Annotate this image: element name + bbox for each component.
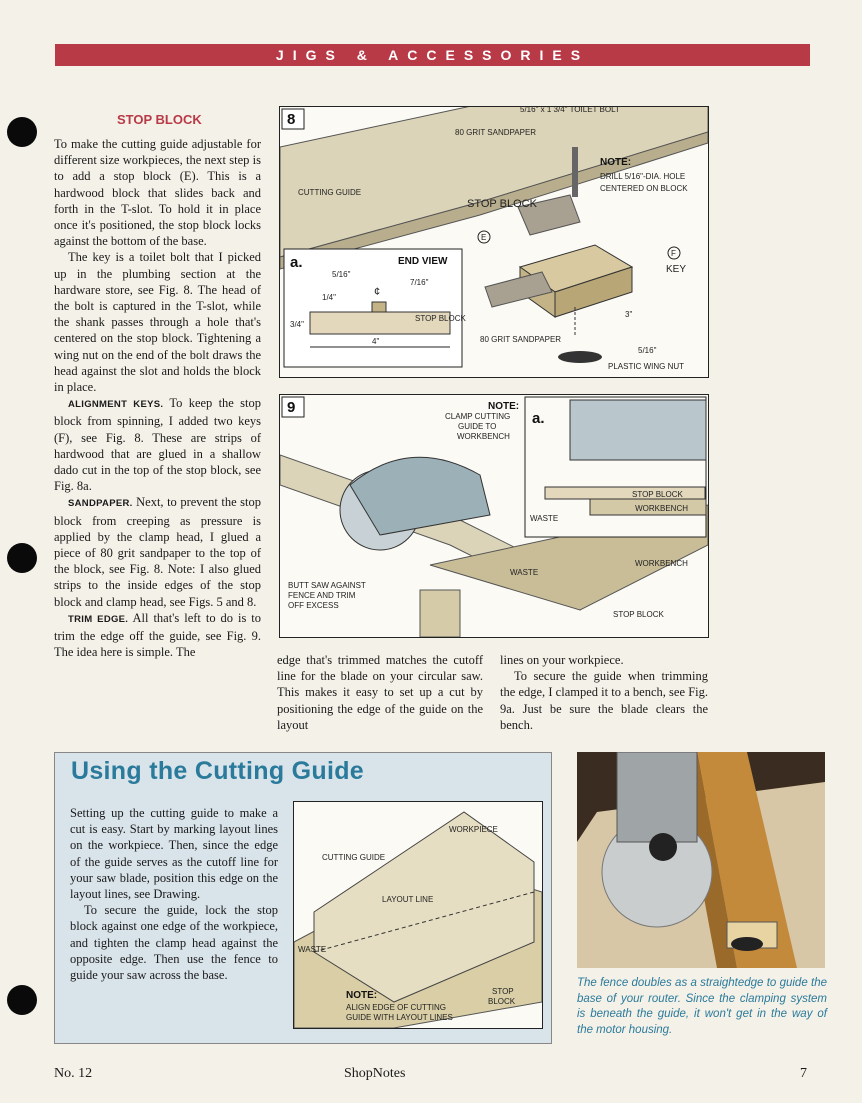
panel-drawing-svg bbox=[294, 802, 542, 1028]
panel-drawing bbox=[293, 801, 543, 1029]
centerline: ¢ bbox=[374, 286, 381, 298]
end-view-key bbox=[372, 302, 386, 312]
label-stop-block: STOP BLOCK bbox=[613, 610, 664, 619]
note-line-3: WORKBENCH bbox=[457, 432, 510, 441]
paragraph: SANDPAPER. Next, to prevent the stop block from creeping as pressure is applied by the clamp head, I glued a piece of 80 grit sandpaper to the top of the block, see Fig. 8. Note: I also glued strips to the inside edges of the stop block and clamp head, see Figs. 5 and 8. bbox=[54, 495, 261, 609]
label-stop: STOP bbox=[492, 987, 514, 996]
label-block: BLOCK bbox=[488, 997, 516, 1006]
article-column-1 bbox=[54, 136, 261, 661]
toilet-bolt bbox=[572, 147, 578, 197]
inset-workbench-label: WORKBENCH bbox=[635, 504, 688, 513]
label-cutting-guide: CUTTING GUIDE bbox=[298, 188, 362, 197]
dim-3in: 3" bbox=[625, 310, 633, 319]
dim-4in: 4" bbox=[372, 337, 380, 346]
label-key: KEY bbox=[666, 264, 687, 275]
inset-letter: a. bbox=[532, 410, 545, 427]
paragraph: TRIM EDGE. All that's left to do is to trim the edge off the guide, see Fig. 9. The idea here is simple. The bbox=[54, 610, 261, 660]
inset-waste-label: WASTE bbox=[530, 514, 559, 523]
note-heading: NOTE: bbox=[346, 990, 378, 1001]
label-waste: WASTE bbox=[298, 945, 327, 954]
dim-1-4: 1/4" bbox=[322, 293, 336, 302]
note-line-2: GUIDE TO bbox=[458, 422, 497, 431]
wing-nut bbox=[558, 351, 602, 363]
photo-caption: The fence doubles as a straightedge to guide the base of your router. Since the clamping system is beneath the guide, it won't get in the way of the motor housing. bbox=[577, 977, 827, 1036]
router-motor bbox=[617, 752, 697, 842]
label-workpiece: WORKPIECE bbox=[449, 825, 498, 834]
label-layout-line: LAYOUT LINE bbox=[382, 895, 434, 904]
label-cutting-guide: CUTTING GUIDE bbox=[322, 853, 386, 862]
stop-block-heading: STOP BLOCK bbox=[117, 112, 202, 127]
router-photo bbox=[577, 752, 825, 968]
panel-text bbox=[70, 805, 278, 983]
article-column-3 bbox=[500, 652, 708, 733]
paragraph: edge that's trimmed matches the cutoff line for the blade on your circular saw. This makes it easy to set up a cut by positioning the edge of the guide on the layout bbox=[277, 653, 483, 732]
butt-line-3: OFF EXCESS bbox=[288, 601, 339, 610]
inset-title: END VIEW bbox=[398, 256, 448, 267]
figure-8 bbox=[279, 106, 709, 378]
inset-stop-label: STOP BLOCK bbox=[415, 314, 466, 323]
article-column-2 bbox=[277, 652, 483, 733]
punch-hole bbox=[7, 543, 37, 573]
inset-saw bbox=[570, 400, 706, 460]
figure-9-drawing bbox=[280, 395, 708, 637]
label-stop-block: STOP BLOCK bbox=[467, 198, 537, 210]
paragraph: Setting up the cutting guide to make a cut is easy. Start by marking layout lines on the workpiece. Then, since the edge of the guide serves as the cutoff line for your saw blade, position this edge on the layout lines, see Drawing. bbox=[70, 806, 278, 902]
note-heading: NOTE: bbox=[600, 157, 632, 168]
figure-8-drawing bbox=[280, 107, 708, 377]
label-wing-nut-size: 5/16" bbox=[638, 346, 657, 355]
label-sandpaper-bottom: 80 GRIT SANDPAPER bbox=[480, 335, 562, 344]
inset-letter: a. bbox=[290, 254, 303, 271]
part-f: F bbox=[671, 249, 676, 258]
section-banner: JIGS & ACCESSORIES bbox=[55, 44, 810, 66]
butt-line-1: BUTT SAW AGAINST bbox=[288, 581, 366, 590]
paragraph: To make the cutting guide adjustable for different size workpieces, the next step is to add a stop block (E). This is a hardwood block that slides back and forth in the T-slot. To hold it in place once it's positioned, the stop block locks against the bottom of the base. bbox=[54, 137, 261, 249]
punch-hole bbox=[7, 985, 37, 1015]
figure-number: 9 bbox=[287, 399, 296, 416]
note-line-2: CENTERED ON BLOCK bbox=[600, 184, 688, 193]
paragraph: To secure the guide, lock the stop block against one edge of the workpiece, and tighten the clamp head against the opposite edge. Then use the fence to guide your saw across the base. bbox=[70, 903, 278, 983]
dim-3-4: 3/4" bbox=[290, 320, 304, 329]
note-line-2: GUIDE WITH LAYOUT LINES bbox=[346, 1013, 453, 1022]
label-wing-nut: PLASTIC WING NUT bbox=[608, 362, 685, 371]
router-photo-art bbox=[577, 752, 825, 968]
paragraph: ALIGNMENT KEYS. To keep the stop block from spinning, I added two keys (F), see Fig. 8. These are strips of hardwood that are glued in a shallow dado cut in the top of the stop block, see Fig. 8a. bbox=[54, 396, 261, 494]
paragraph: The key is a toilet bolt that I picked up in the plumbing section at the hardware store, see Fig. 8. The head of the bolt is captured in the T-slot, while the shank passes through a hole that's centered on the stop block. Tightening a wing nut on the end of the bolt draws the head against the slot and holds the block in place. bbox=[54, 250, 261, 395]
figure-number: 8 bbox=[287, 111, 296, 128]
note-line-1: CLAMP CUTTING bbox=[445, 412, 511, 421]
part-e: E bbox=[481, 233, 487, 242]
label-sandpaper-top: 80 GRIT SANDPAPER bbox=[455, 128, 537, 137]
page-number: 7 bbox=[800, 1066, 807, 1081]
dim-5-16: 5/16" bbox=[332, 270, 351, 279]
note-heading: NOTE: bbox=[488, 401, 520, 412]
workbench-leg bbox=[420, 590, 460, 637]
run-in-heading: ALIGNMENT KEYS. bbox=[68, 399, 164, 411]
paragraph: lines on your workpiece. bbox=[500, 653, 624, 667]
note-line-1: ALIGN EDGE OF CUTTING bbox=[346, 1003, 447, 1012]
sidebar-panel bbox=[54, 752, 552, 1044]
label-toilet-bolt: 5/16" x 1 3/4" TOILET BOLT bbox=[520, 107, 620, 114]
magazine-name: ShopNotes bbox=[344, 1066, 406, 1081]
wing-nut bbox=[731, 937, 763, 951]
punch-hole bbox=[7, 117, 37, 147]
issue-number: No. 12 bbox=[54, 1066, 93, 1081]
butt-line-2: FENCE AND TRIM bbox=[288, 591, 356, 600]
run-in-heading: SANDPAPER. bbox=[68, 498, 133, 510]
panel-title: Using the Cutting Guide bbox=[71, 757, 364, 785]
inset-stop-label: STOP BLOCK bbox=[632, 490, 683, 499]
label-workbench: WORKBENCH bbox=[635, 559, 688, 568]
router-bit bbox=[649, 833, 677, 861]
dim-7-16: 7/16" bbox=[410, 278, 429, 287]
run-in-heading: TRIM EDGE. bbox=[68, 613, 129, 625]
paragraph: To secure the guide when trimming the edge, I clamped it to a bench, see Fig. 9a. Just be sure the blade clears the bench. bbox=[500, 669, 708, 732]
note-line-1: DRILL 5/16"-DIA. HOLE bbox=[600, 172, 686, 181]
label-waste: WASTE bbox=[510, 568, 539, 577]
figure-9 bbox=[279, 394, 709, 638]
